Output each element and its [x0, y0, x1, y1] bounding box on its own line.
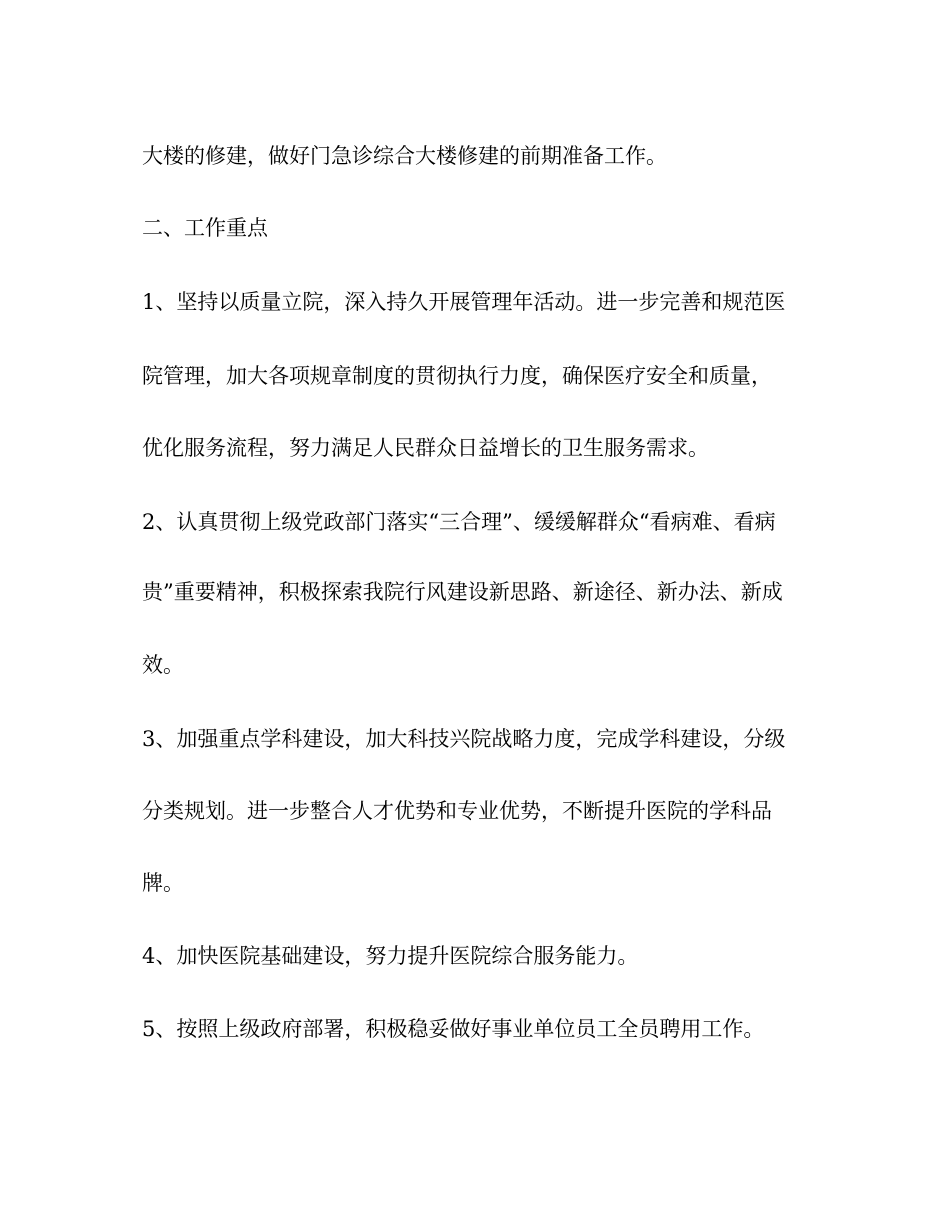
paragraph-line: 5、按照上级政府部署，积极稳妥做好事业单位员工全员聘用工作。: [142, 1017, 765, 1041]
paragraph-line: 效。: [142, 653, 184, 677]
section-heading: 二、工作重点: [142, 216, 268, 240]
paragraph-line: 大楼的修建，做好门急诊综合大楼修建的前期准备工作。: [142, 144, 667, 168]
paragraph-line: 优化服务流程，努力满足人民群众日益增长的卫生服务需求。: [142, 436, 709, 460]
paragraph-line: 2、认真贯彻上级党政部门落实“三合理”、缓缓解群众“看病难、看病: [142, 510, 776, 534]
paragraph-line: 牌。: [142, 871, 184, 895]
paragraph-line: 4、加快医院基础建设，努力提升医院综合服务能力。: [142, 944, 639, 968]
paragraph-line: 分类规划。进一步整合人才优势和专业优势，不断提升医院的学科品: [142, 799, 772, 823]
paragraph-line: 院管理，加大各项规章制度的贯彻执行力度，确保医疗安全和质量，: [142, 364, 772, 388]
paragraph-line: 3、加强重点学科建设，加大科技兴院战略力度，完成学科建设，分级: [142, 727, 786, 751]
paragraph-line: 贵”重要精神，积极探索我院行风建设新思路、新途径、新办法、新成: [142, 580, 783, 604]
paragraph-line: 1、坚持以质量立院，深入持久开展管理年活动。进一步完善和规范医: [142, 290, 786, 314]
